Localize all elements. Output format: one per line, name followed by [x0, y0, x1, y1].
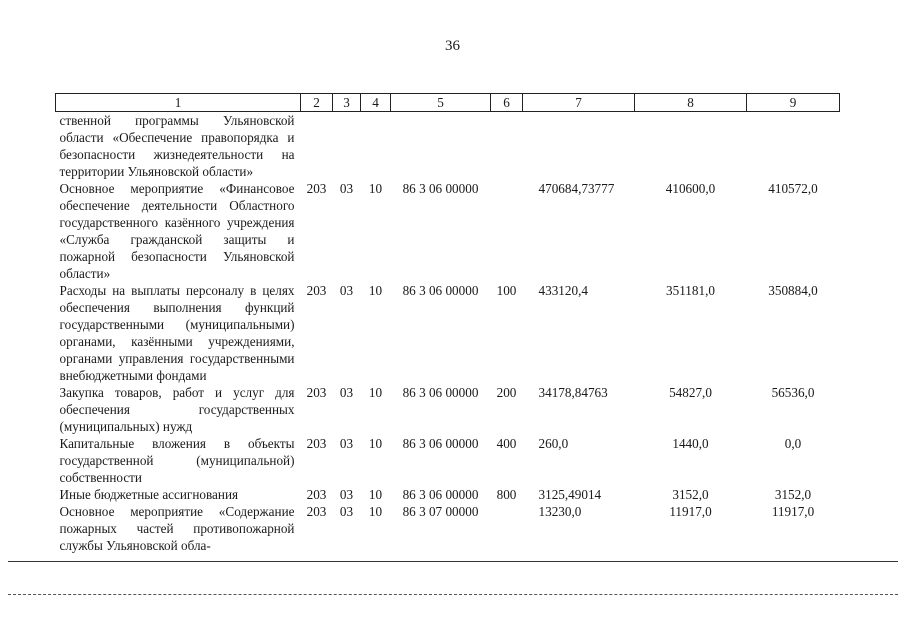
cell-amount-3: 0,0: [784, 436, 802, 451]
cell-expense-type: [491, 112, 523, 181]
cell-subsection: 10: [368, 181, 383, 196]
cell-target-code: 86 3 06 00000: [402, 385, 479, 400]
cell-amount-1: [523, 112, 635, 181]
cell-subsection: 10: [368, 385, 383, 400]
cell-grbs: 203: [306, 181, 327, 196]
row-description: Капитальные вложения в объекты государственной (муниципальной) собственности: [59, 436, 295, 485]
cell-grbs: 203: [306, 385, 327, 400]
cell-amount-3: 410572,0: [768, 181, 818, 196]
cell-section: 03: [339, 436, 354, 451]
cell-subsection: 10: [368, 436, 383, 451]
cell-expense-type: [491, 180, 523, 282]
table-row: [56, 112, 840, 181]
cell-amount-3: 56536,0: [771, 385, 815, 400]
cell-subsection: [361, 112, 391, 181]
cell-expense-type: 400: [496, 436, 517, 451]
cell-amount-2: [635, 112, 747, 181]
cell-amount-2: 351181,0: [666, 283, 715, 298]
cell-amount-2: 3152,0: [672, 487, 709, 502]
row-description: Основное мероприятие «Содержание пожарных частей противопожарной службы Ульяновской обла-: [59, 504, 295, 553]
scan-rule-line: [8, 561, 898, 562]
cell-amount-3: [747, 112, 840, 181]
cell-target-code: 86 3 06 00000: [402, 436, 479, 451]
cell-amount-3: 3152,0: [774, 487, 812, 502]
cell-grbs: [301, 112, 333, 181]
cell-section: 03: [339, 385, 354, 400]
table-row: [56, 384, 840, 435]
cell-target-code: [391, 112, 491, 181]
row-description: Закупка товаров, работ и услуг для обеспечения государственных (муниципальных) нужд: [59, 385, 295, 434]
budget-table: [55, 93, 840, 554]
cell-section: 03: [339, 487, 354, 502]
row-description: ственной программы Ульяновской области «Обеспечение правопорядка и безопасности жизнедеятельности на территории Ульяновской области»: [59, 113, 295, 179]
cell-section: 03: [339, 283, 354, 298]
column-header: 6: [491, 94, 523, 112]
column-header: 1: [56, 94, 301, 112]
cell-subsection: 10: [368, 487, 383, 502]
column-header: 2: [301, 94, 333, 112]
cell-expense-type: 200: [496, 385, 517, 400]
cell-expense-type: 100: [496, 283, 517, 298]
row-description: Иные бюджетные ассигнования: [59, 487, 239, 502]
column-header: 3: [333, 94, 361, 112]
cell-grbs: 203: [306, 487, 327, 502]
row-description: Расходы на выплаты персоналу в целях обеспечения выполнения функций государственными (муниципальными) органами, казёнными учреждениями, органами управления государственными внебюджетными фондами: [59, 283, 295, 383]
cell-amount-1: 470684,73777: [538, 181, 615, 196]
page-number: 36: [445, 38, 460, 54]
column-header: 7: [523, 94, 635, 112]
cell-amount-2: 11917,0: [669, 504, 712, 519]
cell-target-code: 86 3 07 00000: [402, 504, 479, 519]
cell-expense-type: 800: [496, 487, 517, 502]
cell-target-code: 86 3 06 00000: [402, 487, 479, 502]
cell-amount-2: 410600,0: [665, 181, 716, 196]
cell-amount-1: 433120,4: [538, 283, 588, 298]
column-header: 4: [361, 94, 391, 112]
cell-subsection: 10: [368, 283, 383, 298]
column-header: 9: [747, 94, 840, 112]
cell-grbs: 203: [306, 436, 327, 451]
cell-amount-1: 260,0: [538, 436, 569, 451]
cell-subsection: 10: [368, 504, 383, 519]
cell-amount-1: 13230,0: [538, 504, 582, 519]
cell-amount-2: 1440,0: [672, 436, 709, 451]
cell-grbs: 203: [306, 283, 327, 298]
cell-amount-3: 11917,0: [771, 504, 815, 519]
table-row: [56, 282, 840, 384]
column-header: 8: [635, 94, 747, 112]
table-row: [56, 503, 840, 554]
table-row: [56, 435, 840, 486]
scan-rule-line: [8, 594, 898, 595]
cell-section: [333, 112, 361, 181]
cell-section: 03: [339, 504, 354, 519]
table-row: [56, 180, 840, 282]
cell-target-code: 86 3 06 00000: [402, 283, 479, 298]
cell-target-code: 86 3 06 00000: [402, 181, 479, 196]
cell-amount-3: 350884,0: [768, 283, 818, 298]
cell-amount-2: 54827,0: [669, 385, 712, 400]
cell-amount-1: 34178,84763: [538, 385, 608, 400]
row-description: Основное мероприятие «Финансовое обеспечение деятельности Областного государственного казённого учреждения «Служба гражданской защиты и пожарной безопасности Ульяновской области»: [59, 181, 295, 281]
column-header: 5: [391, 94, 491, 112]
table-row: [56, 486, 840, 503]
cell-amount-1: 3125,49014: [538, 487, 602, 502]
cell-section: 03: [339, 181, 354, 196]
table-header-row: [56, 94, 840, 112]
cell-grbs: 203: [306, 504, 327, 519]
cell-expense-type: [491, 503, 523, 554]
